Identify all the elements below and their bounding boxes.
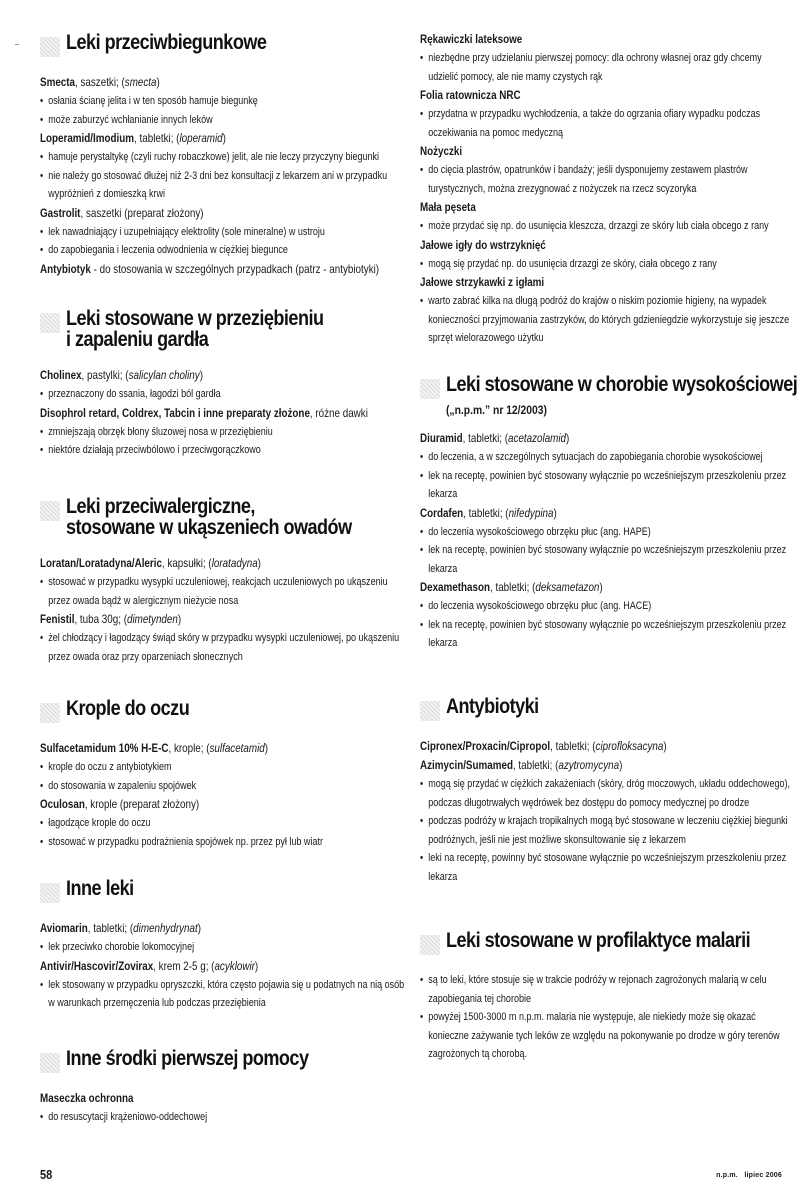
drug-close: ) [222,131,226,145]
drug-name: Jałowe igły do wstrzyknięć [420,237,546,252]
bullet-list [420,217,782,236]
drug-entry-title [420,86,717,105]
drug-entry-title [420,737,717,756]
drug-name: Disophrol retard, Coldrex, Tabcin i inne preparaty złożone [40,405,310,420]
drug-close: ) [257,556,261,570]
section-heading [40,496,400,538]
section-marker-icon [420,935,440,955]
bullet-item: • do cięcia plastrów, opatrunków i bandaży; jeśli dysponujemy zestawem plastrów turystycznych, można zrezygnować z nożyczek na rzecz scyzoryka [420,161,790,198]
drug-name: Smecta [40,75,76,89]
bullet-list [40,814,400,851]
bullet-list [420,775,791,886]
section [40,877,405,1013]
drug-close: ) [254,958,259,973]
bullet-item: • lek przeciwko chorobie lokomocyjnej [40,938,408,957]
section-title [446,374,797,395]
bullet-item: • warto zabrać kilka na długą podróż do krajów o niskim poziomie higieny, na wypadek konieczności przyjmowania zastrzyków, do których gdzieniegdzie wykorzystuje się jeszcze sprzęt wielorazowego użytku [420,292,790,348]
bullet-item: • może zaburzyć wchłanianie innych leków [40,111,408,130]
active-substance: ciprofloksacyna [595,739,664,753]
drug-entry-title [40,204,335,223]
section-heading [420,696,782,721]
drug-entry-title [420,504,717,523]
section-marker-icon [40,37,60,57]
bullet-item: • lek na receptę, powinien być stosowany wyłącznie po wcześniejszym przeszkoleniu przez lekarza [420,541,790,578]
bullet-item: • krople do oczu z antybiotykiem [40,758,408,777]
bullet-list [40,385,400,404]
drug-entry-title [40,260,380,279]
bullet-item: • do resuscytacji krążeniowo-oddechowej [40,1108,408,1127]
section-title-line: Leki przeciwalergiczne, [66,495,255,518]
drug-entry-title [40,957,335,976]
bullet-item: • osłania ścianę jelita i w ten sposób hamuje biegunkę [40,92,408,111]
drug-close: ) [599,580,603,594]
drug-form: , tabletki; ( [134,131,180,145]
bullet-list [40,223,400,260]
bullet-list [40,976,405,1013]
drug-entry-title [40,554,335,573]
drug-form: , tabletki; ( [87,921,134,935]
drug-close: ) [199,368,203,382]
section-title [66,32,266,53]
drug-form: , tabletki; ( [550,739,596,753]
bullet-list [420,255,782,274]
section-marker-icon [40,313,60,333]
drug-entry-title [420,578,717,597]
drug-close: ) [663,739,667,753]
section-marker-icon [40,703,60,723]
bullet-item: • przydatna w przypadku wychłodzenia, a także do ogrzania ofiary wypadku podczas oczekiwania na pomoc medyczną [420,105,790,142]
bullet-list [420,448,787,504]
bullet-list [420,161,782,198]
bullet-item: • do stosowania w zapaleniu spojówek [40,777,408,796]
section-heading [40,1048,400,1073]
drug-name: Cipronex/Proxacin/Cipropol [420,739,551,753]
section-heading [40,698,400,723]
bullet-item: • przeznaczony do ssania, łagodzi ból gardła [40,385,408,404]
drug-form: , saszetki (preparat złożony) [80,205,204,220]
section-title [66,698,189,719]
bullet-item: • są to leki, które stosuje się w trakcie podróży w rejonach zagrożonych malarią w celu zapobiegania tej chorobie [420,971,790,1008]
section-title [446,930,750,951]
bullet-item: • nie należy go stosować dłużej niż 2-3 dni bez konsultacji z lekarzem ani w przypadku wypróżnień z domieszką krwi [40,167,408,204]
section-title-line: Antybiotyki [446,695,539,718]
bullet-item: • żel chłodzący i łagodzący świąd skóry w przypadku wysypki uczuleniowej, po ukąszeniu przez owada oraz przy oparzeniach słonecznych [40,629,408,666]
drug-name: Nożyczki [420,144,463,158]
bullet-item: • stosować w przypadku wysypki uczuleniowej, reakcjach uczuleniowych po ukąszeniu przez owada bądź w alergicznym nieżycie nosa [40,573,408,610]
bullet-item: • mogą się przydać np. do usunięcia drzazgi ze skóry, ciała obcego z rany [420,255,790,274]
drug-form: , tabletki; ( [462,431,509,445]
section [40,308,400,460]
drug-close: ) [197,921,201,935]
drug-entry-title [40,919,335,938]
bullet-item: • podczas podróży w krajach tropikalnych mogą być stosowane w leczeniu ciężkiej biegunki podróżnych, jeśli nie jest możliwe skonsultowanie się z lekarzem [420,812,790,849]
bullet-item: • niektóre działają przeciwbólowo i przeciwgorączkowo [40,441,408,460]
section-title-line: Leki przeciwbiegunkowe [66,31,267,54]
section [40,32,400,279]
drug-close: ) [566,431,570,445]
drug-form: , krem 2-5 g; ( [153,958,215,973]
drug-form: , tuba 30g; ( [74,612,127,626]
drug-name: Maseczka ochronna [40,1091,134,1105]
bullet-item: • lek na receptę, powinien być stosowany wyłącznie po wcześniejszym przeszkoleniu przez lekarza [420,616,790,653]
drug-form: , kapsułki; ( [161,556,212,570]
drug-close: ) [619,758,623,772]
drug-form: , pastylki; ( [81,368,129,382]
drug-entry-title [40,73,335,92]
drug-entry-title [40,129,335,148]
section-heading [420,373,798,399]
bullet-list [40,148,400,204]
active-substance: loperamid [179,131,223,145]
scan-mark [15,44,19,45]
section-marker-icon [40,883,60,903]
section-title-line: Leki stosowane w chorobie wysokościowej [446,373,798,396]
section-title-line: Krople do oczu [66,697,190,720]
section-title-line2: i zapaleniu gardła [66,328,209,351]
drug-name: Antivir/Hascovir/Zovirax [40,958,154,973]
drug-entry-title [420,30,717,49]
drug-entry-title [40,610,335,629]
drug-entry-title [420,142,717,161]
bullet-list [40,629,400,666]
drug-name: Diuramid [420,431,463,445]
drug-name: Mała pęseta [420,200,476,214]
section-title [446,696,539,717]
drug-close: ) [553,505,557,520]
bullet-item: • niezbędne przy udzielaniu pierwszej pomocy: dla ochrony własnej oraz gdy chcemy udzielić pomocy, ale nie mamy czystych rąk [420,49,790,86]
drug-form: , saszetki; ( [75,75,125,89]
bullet-list [420,971,782,1064]
section [40,496,400,666]
first-aid-continued [420,30,790,348]
section-marker-icon [420,379,440,399]
drug-entry-title [420,429,717,448]
drug-name: Fenistil [40,612,75,626]
drug-close: ) [156,75,160,89]
drug-form: , tabletki; ( [490,580,536,594]
active-substance: salicylan choliny [128,368,200,382]
section-heading [420,930,782,955]
bullet-list [40,423,400,460]
active-substance: nifedypina [508,505,554,520]
section [420,695,791,886]
section-title-line: Inne leki [66,877,134,900]
section [420,930,782,1064]
section-title-line: Inne środki pierwszej pomocy [66,1047,309,1070]
section-title [66,1048,308,1069]
drug-name: Oculosan [40,797,85,811]
bullet-item: • lek na receptę, powinien być stosowany wyłącznie po wcześniejszym przeszkoleniu przez lekarza [420,467,790,504]
bullet-list [420,105,782,142]
drug-close: ) [264,741,269,755]
bullet-item: • może przydać się np. do usunięcia kleszcza, drzazgi ze skóry lub ciała obcego z rany [420,217,790,236]
section-title-line2: stosowane w ukąszeniech owadów [66,516,352,539]
drug-name: Folia ratownicza NRC [420,88,521,102]
active-substance: sulfacetamid [209,741,265,755]
drug-form: - do stosowania w szczególnych przypadkach (patrz - antybiotyki) [90,261,380,276]
bullet-list [40,938,400,957]
drug-entry-title [40,1089,335,1108]
bullet-list [420,49,782,86]
bullet-list [40,92,400,129]
drug-form: , krople (preparat złożony) [84,797,200,811]
bullet-item: • do zapobiegania i leczenia odwodnienia w ciężkiej biegunce [40,241,408,260]
section-heading [40,32,400,57]
drug-form: , różne dawki [309,405,368,420]
bullet-item: • do leczenia wysokościowego obrzęku płuc (ang. HACE) [420,597,790,616]
drug-entry-title [40,366,335,385]
bullet-list [40,573,400,610]
bullet-item: • powyżej 1500-3000 m n.p.m. malaria nie występuje, ale niekiedy może się okazać konieczne zażywanie tych leków ze względu na pokonywanie po drodze w góry terenów zagrożonych tą chorobą. [420,1008,790,1064]
drug-name: Azimycin/Sumamed [420,758,513,772]
drug-entry-title [40,795,335,814]
bullet-item: • do leczenia wysokościowego obrzęku płuc (ang. HAPE) [420,523,790,542]
drug-name: Cordafen [420,505,464,520]
drug-entry-title [420,756,717,775]
footer-issue [716,1172,782,1179]
section-heading [40,308,400,350]
bullet-list [40,1108,400,1127]
bullet-item: • lek stosowany w przypadku opryszczki, która często pojawia się u podatnych na nią osób w warunkach przemęczenia lub podczas przeziębienia [40,976,408,1013]
bullet-item: • do leczenia, a w szczególnych sytuacjach do zapobiegania chorobie wysokościowej [420,448,790,467]
active-substance: dimetynden [126,612,178,626]
footer-magazine: n.p.m. [716,1172,738,1179]
section-heading [40,878,400,903]
drug-entry-title [420,236,717,255]
footer-date: lipiec 2006 [744,1172,782,1179]
section-marker-icon [40,501,60,521]
drug-name: Aviomarin [40,921,88,935]
bullet-item: • mogą się przydać w ciężkich zakażeniach (skóry, dróg moczowych, układu oddechowego), podczas długotrwałych wędrówek bez dostępu do pomocy medycznej po drodze [420,775,790,812]
drug-entry-title [420,273,717,292]
drug-name: Cholinex [40,368,82,382]
active-substance: acetazolamid [508,431,567,445]
section-title [66,496,352,538]
bullet-item: • stosować w przypadku podrażnienia spojówek np. przez pył lub wiatr [40,833,408,852]
section-marker-icon [420,701,440,721]
section [40,698,400,851]
bullet-item: • hamuje perystaltykę (czyli ruchy robaczkowe) jelit, ale nie leczy przyczyny biegunki [40,148,408,167]
section-title-line: Leki stosowane w profilaktyce malarii [446,929,751,952]
drug-name: Rękawiczki lateksowe [420,32,523,46]
drug-name: Loratan/Loratadyna/Aleric [40,556,162,570]
drug-entry-title [420,198,717,217]
active-substance: loratadyna [211,556,258,570]
drug-name: Jałowe strzykawki z igłami [420,275,545,289]
drug-name: Dexamethason [420,580,491,594]
active-substance: dimenhydrynat [133,921,198,935]
drug-close: ) [177,612,182,626]
section [420,373,798,653]
drug-form: , tabletki; ( [512,758,559,772]
drug-form: , krople; ( [168,741,210,755]
active-substance: azytromycyna [558,758,620,772]
drug-name: Sulfacetamidum 10% H-E-C [40,741,169,755]
drug-entry-title [40,739,335,758]
bullet-item: • lek nawadniający i uzupełniający elektrolity (sole mineralne) w ustroju [40,223,408,242]
bullet-list [420,597,787,653]
bullet-item: • łagodzące krople do oczu [40,814,408,833]
section [40,1048,400,1127]
section-title [66,878,134,899]
section-marker-icon [40,1053,60,1073]
drug-form: , tabletki; ( [463,505,509,520]
bullet-item: • leki na receptę, powinny być stosowane wyłącznie po wcześniejszym przeszkoleniu przez lekarza [420,849,790,886]
bullet-item: • zmniejszają obrzęk błony śluzowej nosa w przeziębieniu [40,423,408,442]
drug-name: Gastrolit [40,205,81,220]
active-substance: deksametazon [535,580,600,594]
active-substance: smecta [124,75,157,89]
bullet-list [420,523,787,579]
active-substance: acyklowir [214,958,255,973]
drug-name: Loperamid/Imodium [40,131,135,145]
section-title [66,308,324,350]
page-number: 58 [40,1167,53,1182]
drug-name: Antybiotyk [40,261,91,276]
section-title-line: Leki stosowane w przeziębieniu [66,307,324,330]
bullet-list [420,292,790,348]
bullet-list [40,758,400,795]
section-subtitle: („n.p.m.” nr 12/2003) [446,403,547,417]
drug-entry-title [40,404,368,423]
